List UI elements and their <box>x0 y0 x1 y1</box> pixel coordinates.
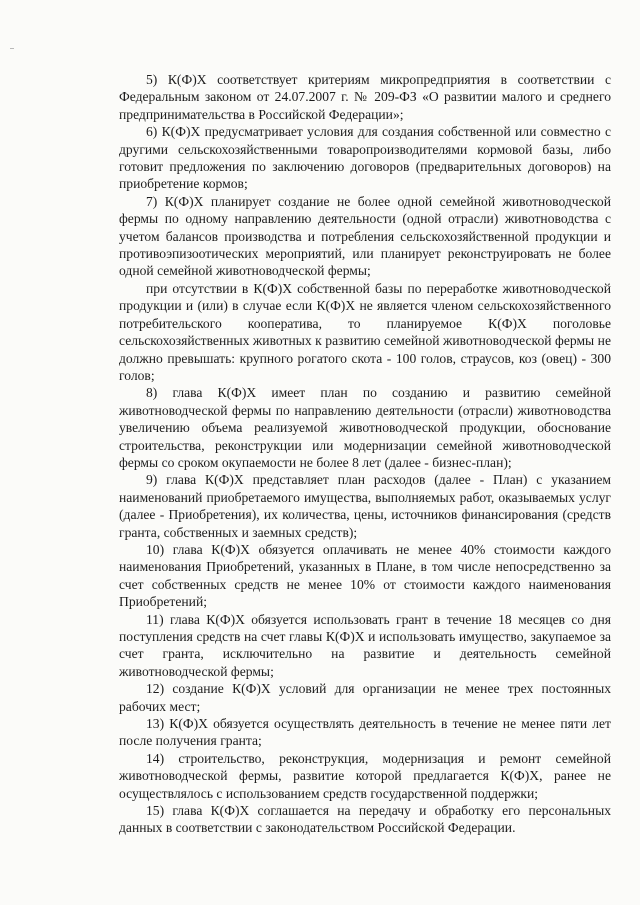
paragraph-clause-12: 12) создание К(Ф)Х условий для организации не менее трех постоянных рабочих мест; <box>119 681 611 714</box>
paragraph-clause-9: 9) глава К(Ф)Х представляет план расходов (далее - План) с указанием наименований приобретаемого имущества, выполняемых работ, оказываемых услуг (далее - Приобретения), их количества, цены, источников финансирования (средств гранта, собственных и заемных средств); <box>119 472 611 540</box>
paragraph-clause-7-continuation: при отсутствии в К(Ф)Х собственной базы по переработке животноводческой продукции и (или) в случае если К(Ф)Х не является членом сельскохозяйственного потребительского кооператива, то планируемое К(Ф)Х поголовье сельскохозяйственных животных к развитию семейной животноводческой фермы не должно превышать: крупного рогатого скота - 100 голов, страусов, коз (овец) - 300 голов; <box>119 280 611 383</box>
paragraph-clause-6: 6) К(Ф)Х предусматривает условия для создания собственной или совместно с другими сельскохозяйственными товаропроизводителями кормовой базы, либо готовит предложения по заключению договоров (предварительных договоров) на приобретение кормов; <box>119 124 611 192</box>
paragraph-clause-13: 13) К(Ф)Х обязуется осуществлять деятельность в течение не менее пяти лет после получения гранта; <box>119 716 611 749</box>
paragraph-clause-5: 5) К(Ф)Х соответствует критериям микропредприятия в соответствии с Федеральным законом от 24.07.2007 г. № 209-ФЗ «О развитии малого и среднего предпринимательства в Российской Федерации»; <box>119 72 611 122</box>
scan-artifact <box>10 48 14 49</box>
paragraph-clause-11: 11) глава К(Ф)Х обязуется использовать грант в течение 18 месяцев со дня поступления средств на счет главы К(Ф)Х и использовать имущество, закупаемое за счет гранта, исключительно на развитие и деятельность семейной животноводческой фермы; <box>119 611 611 679</box>
document-body <box>119 71 611 837</box>
paragraph-clause-15: 15) глава К(Ф)Х соглашается на передачу и обработку его персональных данных в соответствии с законодательством Российской Федерации. <box>119 803 611 836</box>
paragraph-clause-8: 8) глава К(Ф)Х имеет план по созданию и развитию семейной животноводческой фермы по направлению деятельности (отрасли) животноводства увеличению объема реализуемой животноводческой продукции, обоснование строительства, реконструкции или модернизации семейной животноводческой фермы со сроком окупаемости не более 8 лет (далее - бизнес-план); <box>119 385 611 470</box>
paragraph-clause-14: 14) строительство, реконструкция, модернизация и ремонт семейной животноводческой фермы, развитие которой предлагается К(Ф)Х, ранее не осуществлялось с использованием средств государственной поддержки; <box>119 750 611 801</box>
paragraph-clause-10: 10) глава К(Ф)Х обязуется оплачивать не менее 40% стоимости каждого наименования Приобретений, указанных в Плане, в том числе непосредственно за счет собственных средств не менее 10% от стоимости каждого наименования Приобретений; <box>119 541 611 610</box>
paragraph-clause-7: 7) К(Ф)Х планирует создание не более одной семейной животноводческой фермы по одному направлению деятельности (одной отрасли) животноводства с учетом балансов производства и потребления сельскохозяйственной продукции и противоэпизоотических мероприятий, или планирует реконструировать не более одной семейной животноводческой фермы; <box>119 193 611 279</box>
